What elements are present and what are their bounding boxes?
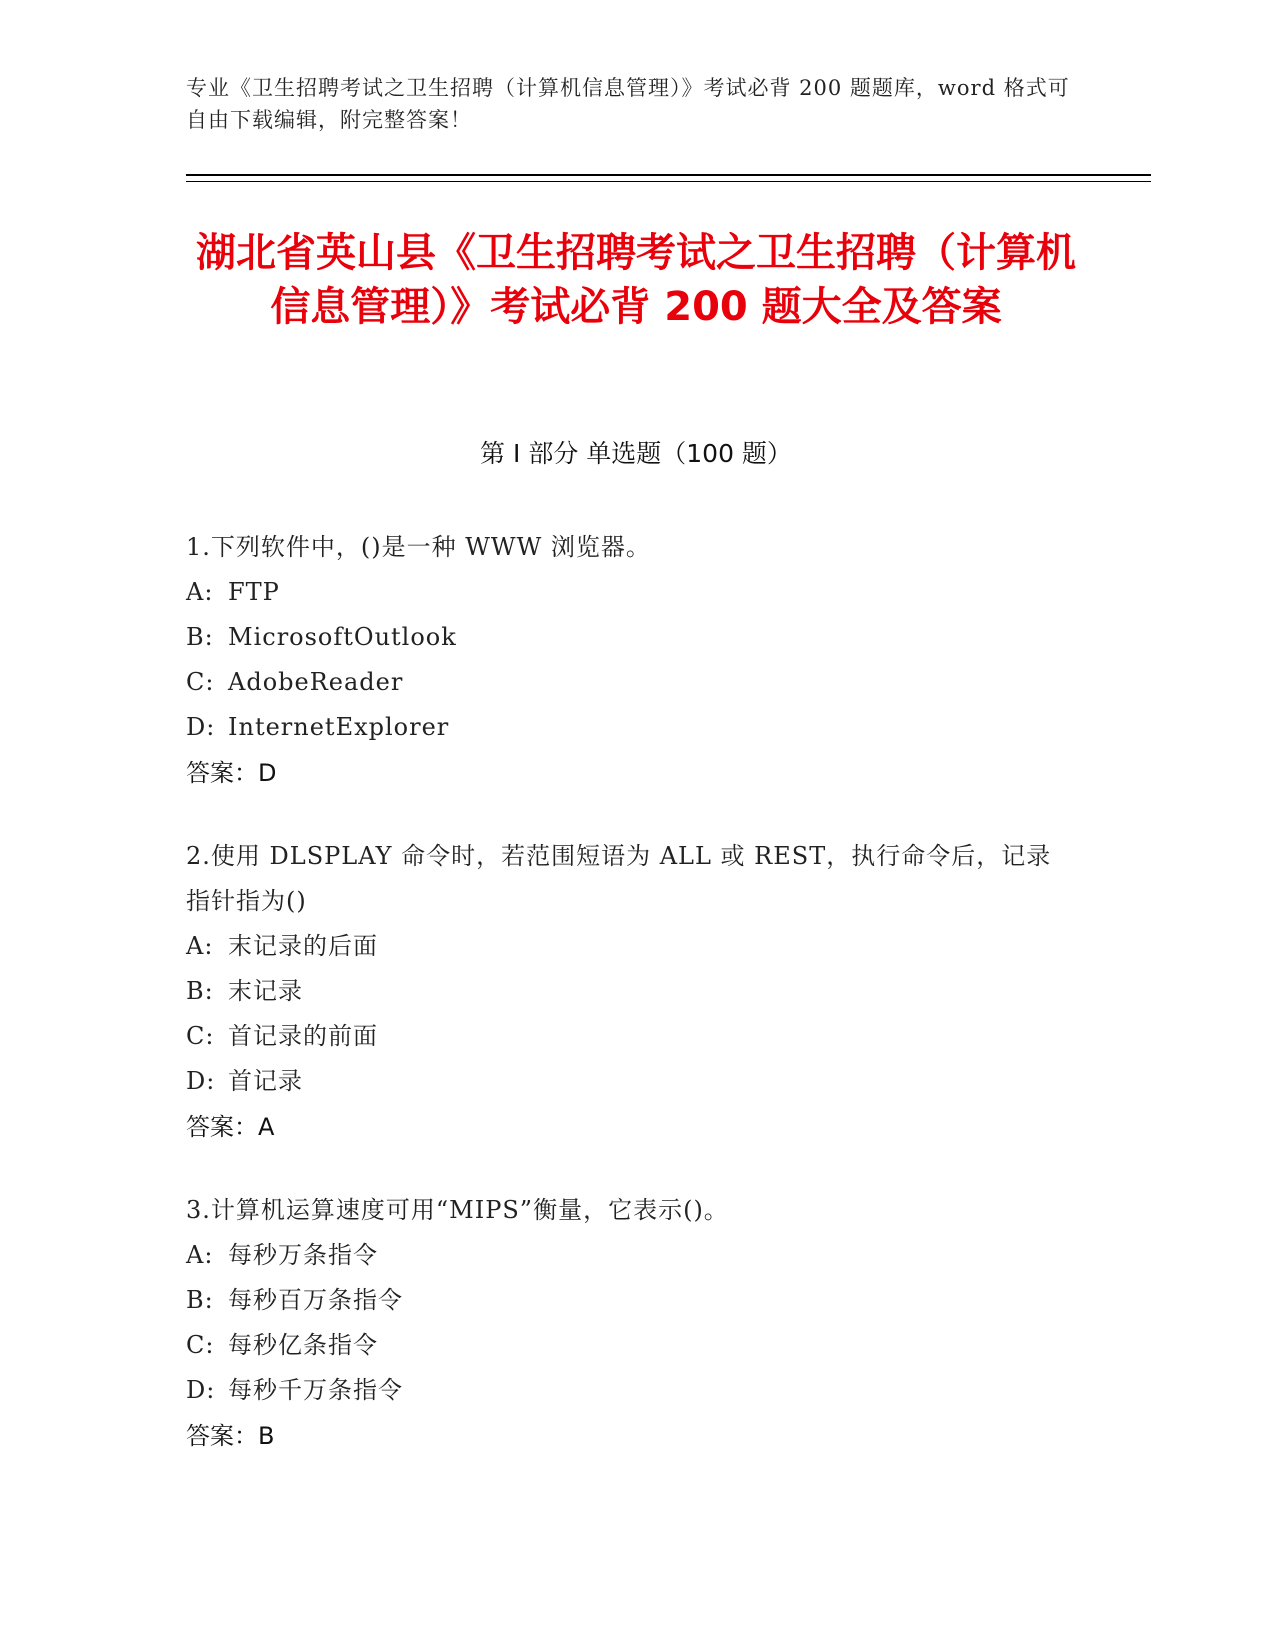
option-letter: A: — [186, 1241, 214, 1269]
option-d — [186, 1368, 1066, 1413]
document-title: 湖北省英山县《卫生招聘考试之卫生招聘（计算机信息管理）》考试必背 200 题大全及答案 — [196, 230, 1076, 330]
answer-label: 答案：D — [186, 759, 277, 787]
option-text: InternetExplorer — [228, 713, 450, 741]
option-letter: C: — [186, 1022, 215, 1050]
option-text: 末记录 — [228, 977, 303, 1005]
section-title: 第 I 部分 单选题（100 题） — [480, 439, 792, 468]
option-letter: B: — [186, 623, 214, 651]
option-a — [186, 1233, 1066, 1278]
header-rule-thin — [186, 181, 1151, 182]
option-letter: D: — [186, 1376, 216, 1404]
question-2 — [186, 834, 1066, 1150]
option-text: 首记录的前面 — [228, 1022, 378, 1050]
option-b — [186, 969, 1066, 1014]
option-d — [186, 705, 1066, 750]
option-letter: D: — [186, 1067, 216, 1095]
option-text: 每秒亿条指令 — [228, 1331, 378, 1359]
option-text: AdobeReader — [228, 668, 404, 696]
option-b — [186, 1278, 1066, 1323]
header-note: 专业《卫生招聘考试之卫生招聘（计算机信息管理）》考试必背 200 题题库，word 格式可自由下载编辑，附完整答案！ — [186, 76, 1070, 132]
option-a — [186, 570, 1066, 615]
option-text: 首记录 — [228, 1067, 303, 1095]
option-text: 每秒百万条指令 — [228, 1286, 403, 1314]
question-1 — [186, 525, 1066, 796]
option-text: FTP — [228, 578, 280, 606]
question-3 — [186, 1188, 1066, 1459]
option-b — [186, 615, 1066, 660]
option-d — [186, 1059, 1066, 1104]
header-rule-thick — [186, 174, 1151, 176]
option-c — [186, 660, 1066, 705]
answer-label: 答案：A — [186, 1113, 275, 1141]
option-text: 每秒万条指令 — [228, 1241, 378, 1269]
answer-label: 答案：B — [186, 1422, 275, 1450]
option-text: MicrosoftOutlook — [228, 623, 457, 651]
option-letter: A: — [186, 932, 214, 960]
option-c — [186, 1014, 1066, 1059]
question-stem: 2.使用 DLSPLAY 命令时，若范围短语为 ALL 或 REST，执行命令后，记录指针指为() — [186, 842, 1052, 915]
option-text: 末记录的后面 — [228, 932, 378, 960]
option-text: 每秒千万条指令 — [228, 1376, 403, 1404]
option-a — [186, 924, 1066, 969]
option-letter: B: — [186, 1286, 214, 1314]
question-stem: 1.下列软件中，()是一种 WWW 浏览器。 — [186, 533, 651, 561]
option-letter: C: — [186, 1331, 215, 1359]
option-letter: B: — [186, 977, 214, 1005]
option-letter: A: — [186, 578, 214, 606]
option-c — [186, 1323, 1066, 1368]
option-letter: C: — [186, 668, 215, 696]
question-list — [186, 525, 1066, 1497]
option-letter: D: — [186, 713, 216, 741]
question-stem: 3.计算机运算速度可用“MIPS”衡量，它表示()。 — [186, 1196, 729, 1224]
